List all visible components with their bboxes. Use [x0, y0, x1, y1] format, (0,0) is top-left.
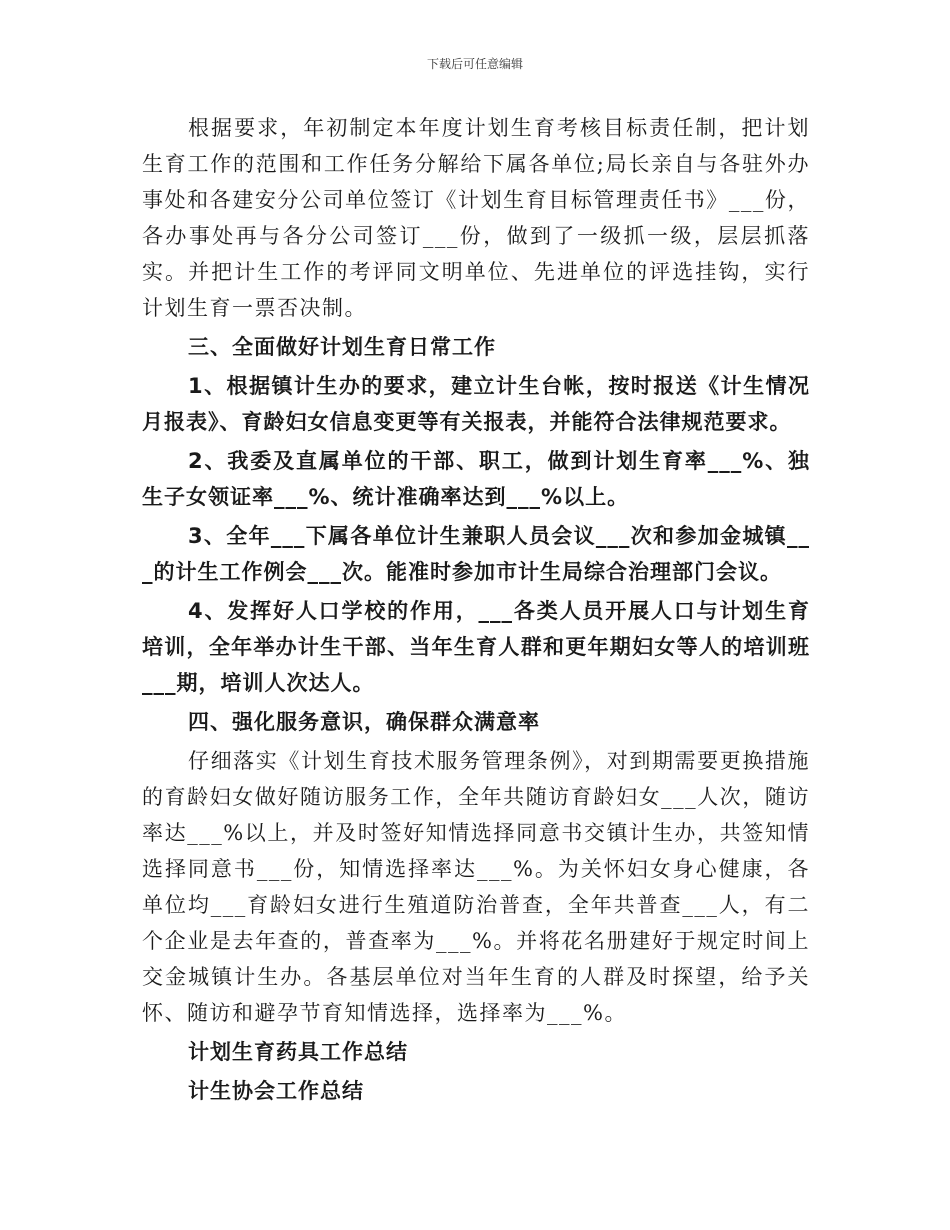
- document-body: [142, 110, 810, 1109]
- section-heading-4: 四、强化服务意识，确保群众满意率: [188, 710, 540, 734]
- item-1: 1、根据镇计生办的要求，建立计生台帐，按时报送《计生情况月报表》、育龄妇女信息变更等有关报表，并能符合法律规范要求。: [142, 374, 810, 434]
- page-header: 下载后可任意编辑: [426, 57, 523, 71]
- item-4: 4、发挥好人口学校的作用，___各类人员开展人口与计划生育培训，全年举办计生干部、当年生育人群和更年期妇女等人的培训班___期，培训人次达人。: [142, 599, 810, 695]
- item-3: 3、全年___下属各单位计生兼职人员会议___次和参加金城镇___的计生工作例会___次。能准时参加市计生局综合治理部门会议。: [142, 524, 810, 584]
- paragraph-service: 仔细落实《计划生育技术服务管理条例》，对到期需要更换措施的育龄妇女做好随访服务工作，全年共随访育龄妇女___人次，随访率达___%以上，并及时签好知情选择同意书交镇计生办，共签知情选择同意书___份，知情选择率达___%。为关怀妇女身心健康，各单位均___育龄妇女进行生殖道防治普查，全年共普查___人，有二个企业是去年查的，普查率为___%。并将花名册建好于规定时间上交金城镇计生办。各基层单位对当年生育的人群及时探望，给予关怀、随访和避孕节育知情选择，选择率为___%。: [142, 749, 810, 1025]
- item-2: 2、我委及直属单位的干部、职工，做到计划生育率___%、独生子女领证率___%、统计准确率达到___%以上。: [142, 449, 810, 509]
- related-title-2: 计生协会工作总结: [188, 1079, 364, 1103]
- paragraph-responsibility: 根据要求，年初制定本年度计划生育考核目标责任制，把计划生育工作的范围和工作任务分解给下属各单位;局长亲自与各驻外办事处和各建安分公司单位签订《计划生育目标管理责任书》___份，各办事处再与各分公司签订___份，做到了一级抓一级，层层抓落实。并把计生工作的考评同文明单位、先进单位的评选挂钩，实行计划生育一票否决制。: [142, 116, 810, 320]
- related-title-1: 计划生育药具工作总结: [188, 1040, 408, 1064]
- section-heading-3: 三、全面做好计划生育日常工作: [188, 335, 496, 359]
